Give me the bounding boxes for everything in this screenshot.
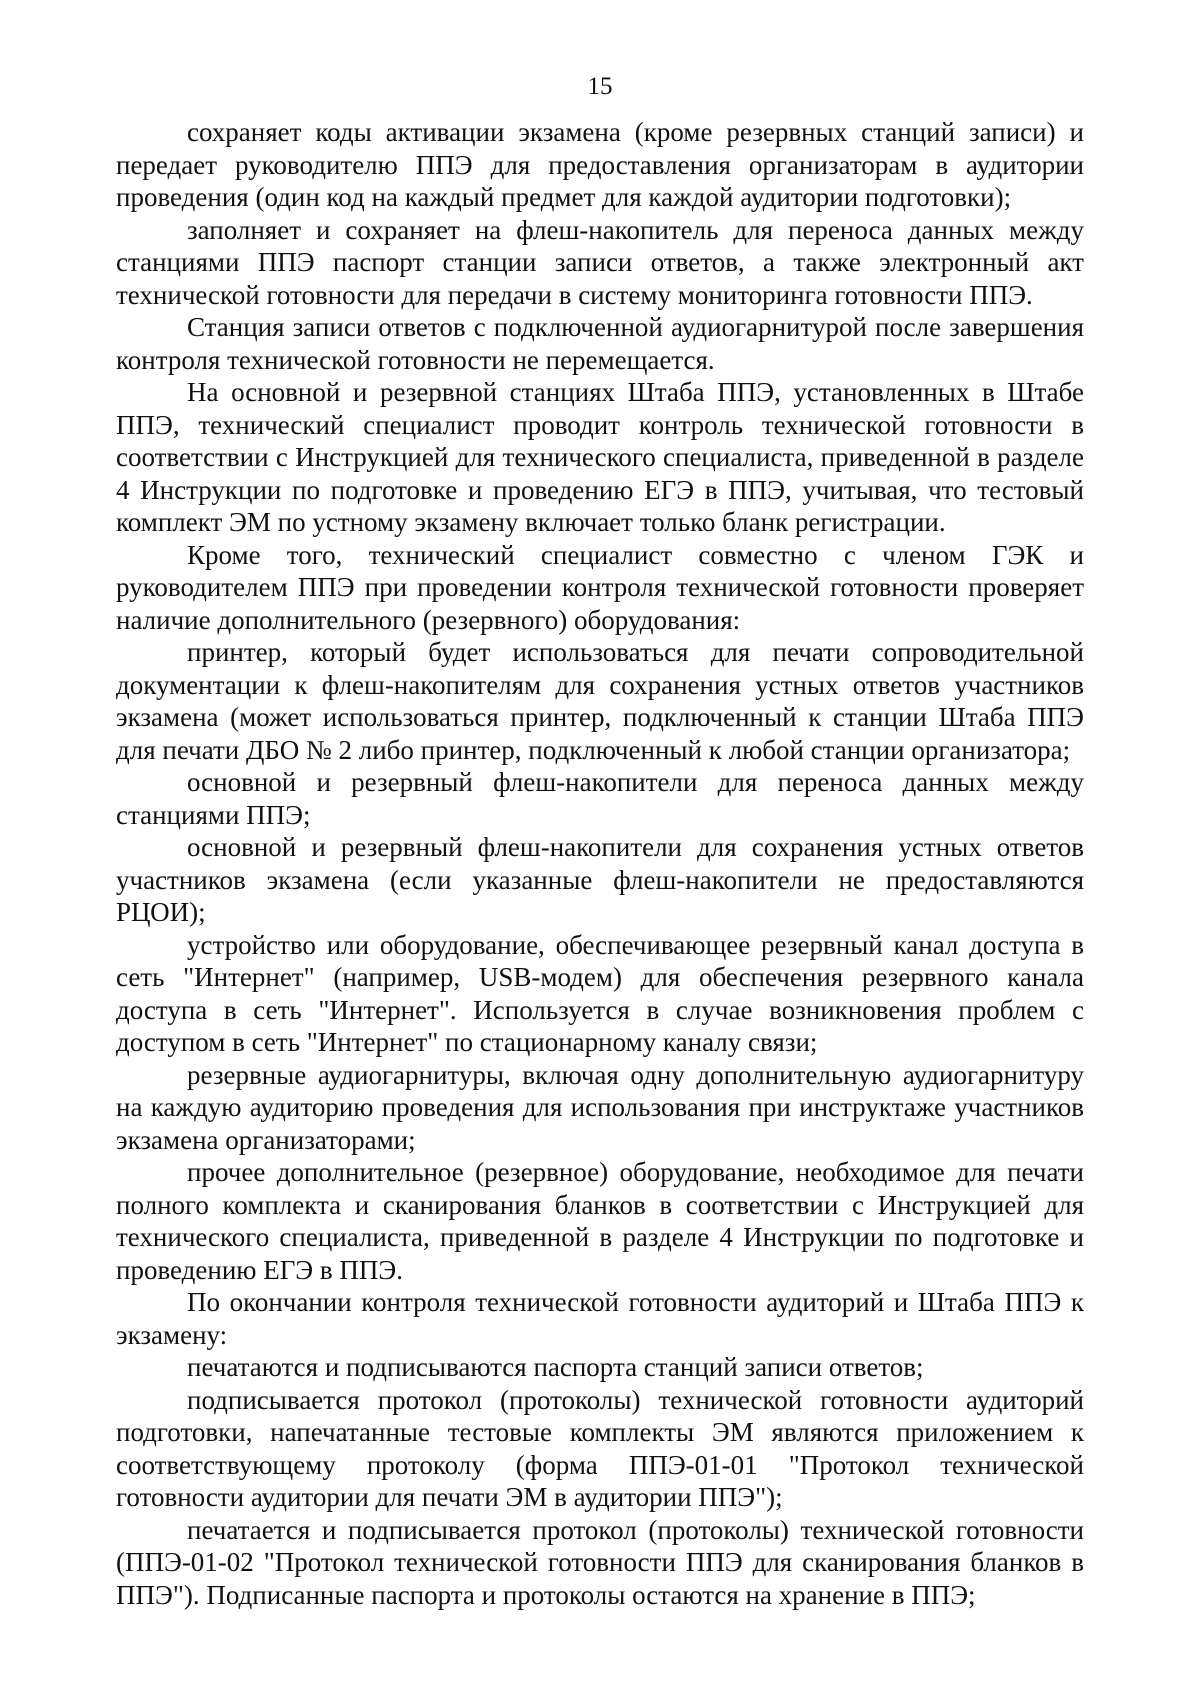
- page-number: 15: [587, 73, 613, 100]
- document-body: [116, 116, 1084, 1611]
- paragraph-additional-equipment: Кроме того, технический специалист совместно с членом ГЭК и руководителем ППЭ при проведении контроля технической готовности проверяет наличие дополнительного (резервного) оборудования:: [116, 539, 1084, 635]
- paragraph-headsets: резервные аудиогарнитуры, включая одну дополнительную аудиогарнитуру на каждую аудиторию проведения для использования при инструктаже участников экзамена организаторами;: [116, 1059, 1084, 1155]
- paragraph-internet-backup: устройство или оборудование, обеспечивающее резервный канал доступа в сеть "Интернет" (например, USB-модем) для обеспечения резервного канала доступа в сеть "Интернет". Используется в случае возникновения проблем с доступом в сеть "Интернет" по стационарному каналу связи;: [116, 929, 1084, 1057]
- paragraph-station-not-moved: Станция записи ответов с подключенной аудиогарнитурой после завершения контроля технической готовности не перемещается.: [116, 312, 1084, 375]
- paragraph-headquarters-stations: На основной и резервной станциях Штаба ППЭ, установленных в Штабе ППЭ, технический специалист проводит контроль технической готовности в соответствии с Инструкцией для технического специалиста, приведенной в разделе 4 Инструкции по подготовке и проведению ЕГЭ в ППЭ, учитывая, что тестовый комплект ЭМ по устному экзамену включает только бланк регистрации.: [116, 377, 1084, 537]
- paragraph-other-equipment: прочее дополнительное (резервное) оборудование, необходимое для печати полного комплекта и сканирования бланков в соответствии с Инструкцией для технического специалиста, приведенной в разделе 4 Инструкции по подготовке и проведению ЕГЭ в ППЭ.: [116, 1157, 1084, 1285]
- paragraph-station-passport: заполняет и сохраняет на флеш-накопитель для переноса данных между станциями ППЭ паспорт станции записи ответов, а также электронный акт технической готовности для передачи в систему мониторинга готовности ППЭ.: [116, 214, 1084, 310]
- paragraph-flash-answers: основной и резервный флеш-накопители для сохранения устных ответов участников экзамена (если указанные флеш-накопители не предоставляются РЦОИ);: [116, 832, 1084, 927]
- paragraph-protocol-ppe-01-01: подписывается протокол (протоколы) технической готовности аудиторий подготовки, напечатанные тестовые комплекты ЭМ являются приложением к соответствующему протоколу (форма ППЭ-01-01 "Протокол технической готовности аудитории для печати ЭМ в аудитории ППЭ");: [116, 1384, 1084, 1512]
- paragraph-printer: принтер, который будет использоваться для печати сопроводительной документации к флеш-накопителям для сохранения устных ответов участников экзамена (может использоваться принтер, подключенный к станции Штаба ППЭ для печати ДБО № 2 либо принтер, подключенный к любой станции организатора;: [116, 637, 1084, 765]
- paragraph-protocol-ppe-01-02: печатается и подписывается протокол (протоколы) технической готовности (ППЭ-01-02 "Протокол технической готовности ППЭ для сканирования бланков в ППЭ"). Подписанные паспорта и протоколы остаются на хранение в ППЭ;: [116, 1514, 1084, 1610]
- paragraph-passports-printed: печатаются и подписываются паспорта станций записи ответов;: [187, 1352, 924, 1382]
- paragraph-activation-codes: сохраняет коды активации экзамена (кроме резервных станций записи) и передает руководителю ППЭ для предоставления организаторам в аудитории проведения (один код на каждый предмет для каждой аудитории подготовки);: [116, 117, 1084, 212]
- paragraph-flash-transfer: основной и резервный флеш-накопители для переноса данных между станциями ППЭ;: [116, 767, 1084, 830]
- paragraph-after-control: По окончании контроля технической готовности аудиторий и Штаба ППЭ к экзамену:: [116, 1287, 1084, 1350]
